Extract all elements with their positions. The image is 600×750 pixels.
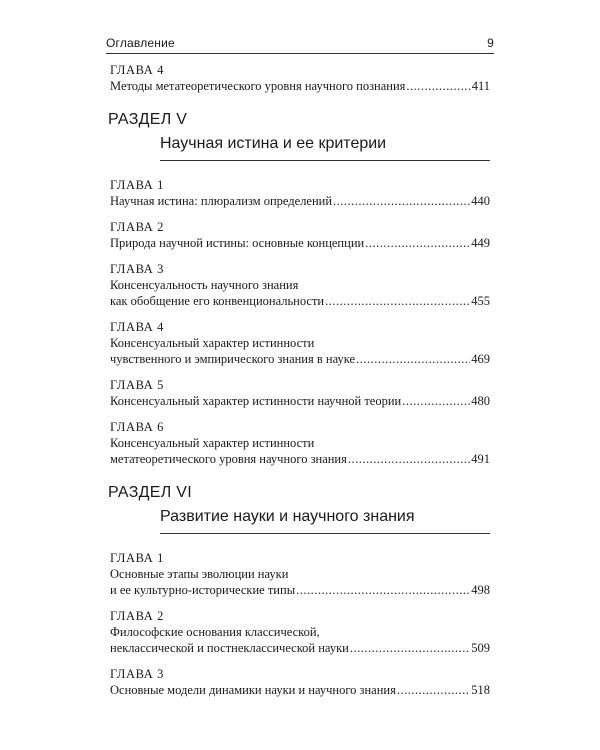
toc-entry[interactable] — [110, 293, 490, 309]
entry-title-line: Философские основания классической, — [110, 625, 320, 639]
entry-page-number: 498 — [471, 583, 490, 597]
chapter-label: ГЛАВА 1 — [110, 178, 164, 192]
entry-page-number: 480 — [471, 394, 490, 408]
header-page-number: 9 — [487, 36, 494, 50]
entry-title: метатеоретического уровня научного знания — [110, 452, 347, 466]
chapter-label: ГЛАВА 3 — [110, 667, 164, 681]
entry-page-number: 440 — [471, 194, 490, 208]
section-label: РАЗДЕЛ V — [108, 111, 188, 128]
entry-title: как обобщение его конвенциональности — [110, 294, 325, 308]
leader-dots — [296, 582, 470, 598]
entry-page-number: 509 — [471, 641, 490, 655]
entry-title: неклассической и постнеклассической науки — [110, 641, 349, 655]
chapter-label: ГЛАВА 2 — [110, 220, 164, 234]
leader-dots — [333, 193, 470, 209]
toc-chapter — [110, 261, 490, 309]
section-title: Научная истина и ее критерии — [160, 134, 490, 161]
leader-dots — [397, 682, 470, 698]
toc-section-6 — [110, 483, 490, 698]
leader-dots — [325, 293, 470, 309]
toc-chapter — [110, 666, 490, 698]
chapter-label: ГЛАВА 5 — [110, 378, 164, 392]
toc-entry[interactable] — [110, 682, 490, 698]
entry-page-number: 449 — [471, 236, 490, 250]
chapter-label: ГЛАВА 6 — [110, 420, 164, 434]
toc-entry[interactable] — [110, 78, 490, 94]
toc-chapter — [110, 377, 490, 409]
toc-section-5 — [110, 110, 490, 467]
entry-page-number: 455 — [471, 294, 490, 308]
entry-title-line: Консенсуальный характер истинности — [110, 336, 315, 350]
chapter-label: ГЛАВА 4 — [110, 63, 164, 77]
entry-title-line: Консенсуальность научного знания — [110, 278, 299, 292]
leader-dots — [402, 393, 470, 409]
page-header — [106, 30, 494, 54]
table-of-contents — [110, 62, 490, 708]
header-title: Оглавление — [106, 36, 175, 50]
entry-title: Научная истина: плюрализм определений — [110, 194, 333, 208]
toc-entry[interactable] — [110, 640, 490, 656]
entry-title: Природа научной истины: основные концепции — [110, 236, 365, 250]
entry-title: чувственного и эмпирического знания в науке — [110, 352, 356, 366]
toc-chapter — [110, 62, 490, 94]
toc-entry[interactable] — [110, 235, 490, 251]
section-title: Развитие науки и научного знания — [160, 507, 490, 534]
entry-title: Методы метатеоретического уровня научного познания — [110, 79, 406, 93]
entry-title-line: Консенсуальный характер истинности — [110, 436, 315, 450]
entry-title: и ее культурно-исторические типы — [110, 583, 296, 597]
toc-entry[interactable] — [110, 393, 490, 409]
toc-entry[interactable] — [110, 451, 490, 467]
toc-entry[interactable] — [110, 193, 490, 209]
leader-dots — [365, 235, 470, 251]
toc-entry[interactable] — [110, 351, 490, 367]
entry-page-number: 469 — [471, 352, 490, 366]
entry-page-number: 518 — [471, 683, 490, 697]
toc-chapter — [110, 219, 490, 251]
toc-entry[interactable] — [110, 582, 490, 598]
entry-page-number: 411 — [471, 79, 490, 93]
toc-chapter — [110, 550, 490, 598]
toc-chapter — [110, 608, 490, 656]
leader-dots — [356, 351, 470, 367]
chapter-label: ГЛАВА 3 — [110, 262, 164, 276]
entry-page-number: 491 — [471, 452, 490, 466]
leader-dots — [350, 640, 470, 656]
chapter-label: ГЛАВА 1 — [110, 551, 164, 565]
chapter-label: ГЛАВА 4 — [110, 320, 164, 334]
section-label: РАЗДЕЛ VI — [108, 484, 193, 501]
toc-chapter — [110, 319, 490, 367]
entry-title: Основные модели динамики науки и научного знания — [110, 683, 396, 697]
toc-chapter — [110, 419, 490, 467]
leader-dots — [348, 451, 470, 467]
entry-title: Консенсуальный характер истинности научной теории — [110, 394, 402, 408]
toc-chapter — [110, 177, 490, 209]
leader-dots — [406, 78, 470, 94]
entry-title-line: Основные этапы эволюции науки — [110, 567, 289, 581]
chapter-label: ГЛАВА 2 — [110, 609, 164, 623]
